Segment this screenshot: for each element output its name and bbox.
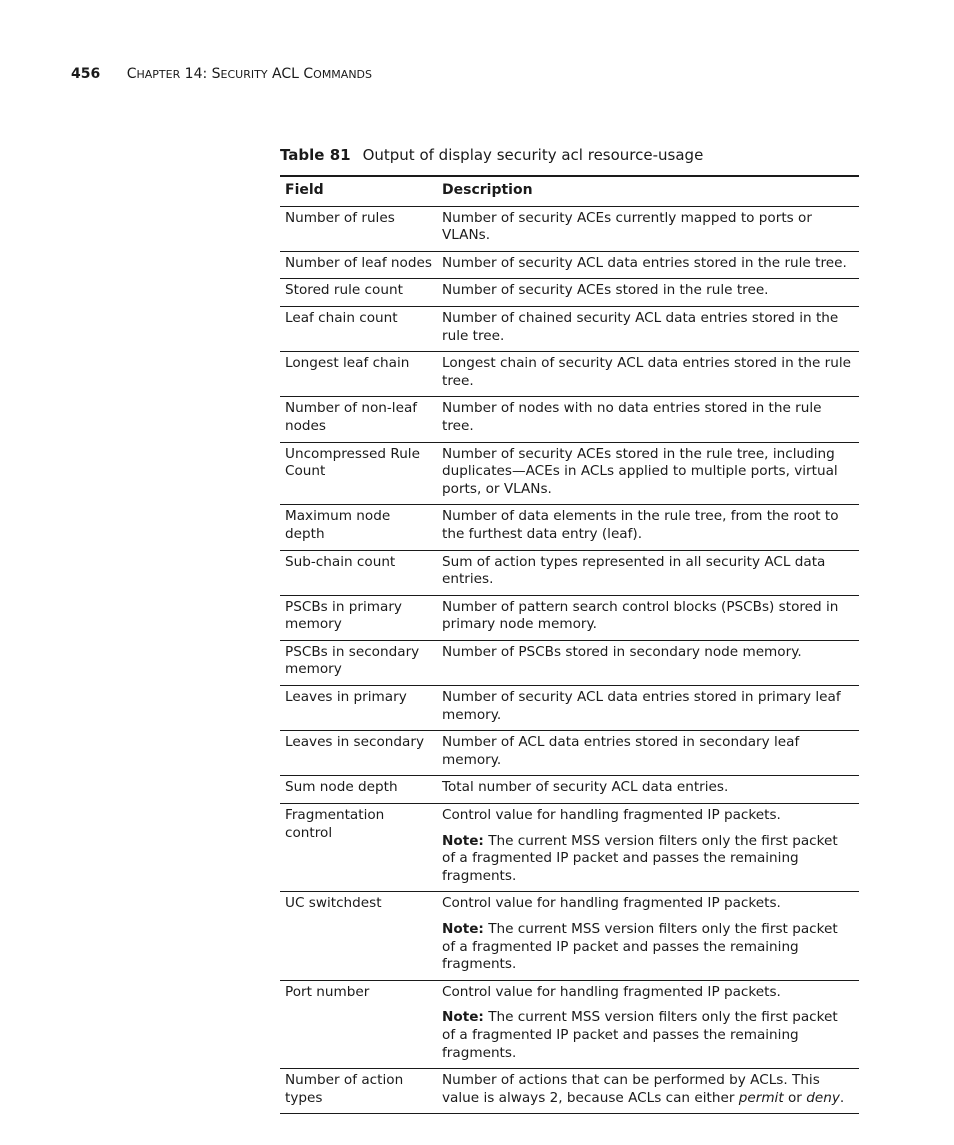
note-label: Note: bbox=[442, 1009, 484, 1026]
chapter-title: CHAPTER 14: SECURITY ACL COMMANDS bbox=[126, 66, 373, 82]
field-cell: Number of rules bbox=[285, 209, 395, 226]
description-cell: Number of security ACL data entries stored in the rule tree. bbox=[442, 254, 847, 271]
field-cell: Uncompressed Rule Count bbox=[285, 445, 420, 480]
description-text: Number of actions that can be performed by ACLs. This value is always 2, because ACLs can either bbox=[442, 1072, 820, 1106]
column-header-field: Field bbox=[285, 182, 324, 198]
description-cell: Sum of action types represented in all security ACL data entries. bbox=[442, 553, 826, 588]
field-cell: Sum node depth bbox=[285, 779, 398, 796]
field-cell: Number of non-leaf nodes bbox=[285, 400, 418, 434]
table-row bbox=[280, 892, 859, 980]
table-row bbox=[280, 804, 859, 892]
description-cell: Longest chain of security ACL data entries stored in the rule tree. bbox=[442, 355, 851, 389]
table-caption-text: Output of display security acl resource-usage bbox=[362, 146, 704, 164]
table-row bbox=[280, 595, 859, 640]
description-cell: Total number of security ACL data entries. bbox=[442, 779, 729, 796]
field-cell: Number of leaf nodes bbox=[285, 254, 432, 271]
table-row bbox=[280, 442, 859, 505]
note-text: The current MSS version filters only the first packet of a fragmented IP packet and passes the remaining fragments. bbox=[442, 1009, 838, 1061]
table-row bbox=[280, 505, 859, 550]
table-row bbox=[280, 206, 859, 251]
or-text: or bbox=[783, 1089, 807, 1106]
field-cell: Maximum node depth bbox=[285, 508, 391, 542]
description-cell bbox=[437, 892, 859, 980]
note-text: The current MSS version filters only the first packet of a fragmented IP packet and passes the remaining fragments. bbox=[442, 832, 838, 884]
field-cell: Stored rule count bbox=[285, 282, 403, 299]
description-cell: Number of security ACEs stored in the rule tree. bbox=[442, 282, 769, 299]
table-caption-label: Table 81 bbox=[280, 146, 351, 164]
table-row bbox=[280, 640, 859, 685]
permit-term: permit bbox=[738, 1089, 784, 1106]
description-cell bbox=[437, 1069, 859, 1114]
note-paragraph bbox=[442, 921, 854, 974]
field-cell: Sub-chain count bbox=[285, 553, 396, 570]
description-cell: Number of nodes with no data entries stored in the rule tree. bbox=[442, 400, 822, 434]
description-cell: Number of security ACEs currently mapped to ports or VLANs. bbox=[442, 209, 812, 244]
field-cell: Leaf chain count bbox=[285, 309, 398, 326]
field-cell: Leaves in secondary bbox=[285, 734, 424, 751]
page-number: 456 bbox=[71, 66, 101, 82]
field-cell: Longest leaf chain bbox=[285, 355, 410, 372]
description-cell: Number of security ACL data entries stored in primary leaf memory. bbox=[442, 689, 841, 723]
field-cell: Port number bbox=[285, 983, 370, 1000]
field-cell: UC switchdest bbox=[285, 895, 382, 912]
table-row bbox=[280, 279, 859, 307]
description-cell bbox=[437, 980, 859, 1068]
description-cell: Number of security ACEs stored in the rule tree, including duplicates—ACEs in ACLs applied to multiple ports, virtual ports, or VLANs. bbox=[442, 445, 838, 497]
note-paragraph bbox=[442, 833, 854, 886]
description-cell: Number of PSCBs stored in secondary node memory. bbox=[442, 643, 802, 660]
period-text: . bbox=[839, 1089, 845, 1106]
field-cell: Fragmentation control bbox=[285, 807, 385, 841]
note-label: Note: bbox=[442, 832, 484, 849]
description-cell: Number of pattern search control blocks (PSCBs) stored in primary node memory. bbox=[442, 598, 839, 633]
table-row bbox=[280, 1069, 859, 1114]
table-row bbox=[280, 306, 859, 351]
description-cell: Number of ACL data entries stored in secondary leaf memory. bbox=[442, 734, 800, 768]
field-cell: PSCBs in secondary memory bbox=[285, 643, 420, 678]
note-paragraph bbox=[442, 1009, 854, 1062]
table-row bbox=[280, 550, 859, 595]
field-cell: Number of action types bbox=[285, 1072, 404, 1106]
description-cell bbox=[437, 804, 859, 892]
deny-term: deny bbox=[806, 1089, 840, 1106]
column-header-description: Description bbox=[442, 182, 533, 198]
note-label: Note: bbox=[442, 921, 484, 937]
description-text: Control value for handling fragmented IP packets. bbox=[442, 983, 781, 1000]
table-row bbox=[280, 251, 859, 279]
table-row bbox=[280, 397, 859, 442]
table-header-row bbox=[280, 176, 859, 206]
field-cell: PSCBs in primary memory bbox=[285, 598, 402, 633]
table-row bbox=[280, 776, 859, 804]
table-row bbox=[280, 731, 859, 776]
acl-resource-usage-table bbox=[280, 175, 859, 1114]
note-text: The current MSS version filters only the first packet of a fragmented IP packet and passes the remaining fragments. bbox=[442, 921, 838, 973]
running-head bbox=[71, 66, 372, 82]
table-row bbox=[280, 980, 859, 1068]
description-cell: Number of chained security ACL data entries stored in the rule tree. bbox=[442, 309, 839, 344]
table-row bbox=[280, 686, 859, 731]
description-cell: Number of data elements in the rule tree, from the root to the furthest data entry (leaf). bbox=[442, 508, 839, 542]
table-caption bbox=[280, 146, 703, 164]
table-row bbox=[280, 352, 859, 397]
field-cell: Leaves in primary bbox=[285, 689, 407, 706]
description-text: Control value for handling fragmented IP packets. bbox=[442, 895, 781, 912]
description-text: Control value for handling fragmented IP packets. bbox=[442, 807, 781, 824]
